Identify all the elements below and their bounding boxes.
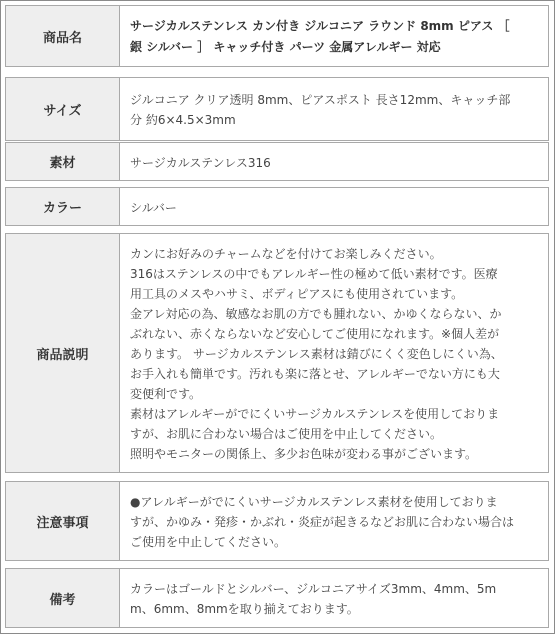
value-line: ご使用を中止してください。 — [130, 535, 287, 549]
label-product-name: 商品名 — [6, 6, 120, 66]
value-line: ぶれない、赤くならないなど安心してご使用になれます。※個人差が — [130, 327, 500, 341]
value-line: サージカルステンレス カン付き ジルコニア ラウンド 8mm ピアス ［ — [130, 19, 510, 33]
value-size — [120, 78, 548, 140]
value-line: ●アレルギーがでにくいサージカルステンレス素材を使用しておりま — [130, 495, 498, 509]
row-precautions — [5, 481, 549, 561]
value-line: 照明やモニターの関係上、多少お色味が変わる事がございます。 — [130, 447, 478, 461]
label-description: 商品説明 — [6, 234, 120, 472]
row-material — [5, 142, 549, 181]
value-line: 用工具のメスやハサミ、ボディピアスにも使用されています。 — [130, 287, 464, 301]
value-description — [120, 234, 548, 472]
value-product-name — [120, 6, 548, 66]
row-size — [5, 77, 549, 141]
value-line: カンにお好みのチャームなどを付けてお楽しみください。 — [130, 247, 442, 261]
value-line: シルバー — [130, 200, 177, 215]
label-material: 素材 — [6, 143, 120, 180]
row-color — [5, 187, 549, 226]
value-line: 銀 シルバー ］ キャッチ付き パーツ 金属アレルギー 対応 — [130, 40, 441, 54]
value-line: あります。 サージカルステンレス素材は錆びにくく変色しにくい為、 — [130, 347, 503, 361]
value-line: m、6mm、8mmを取り揃えております。 — [130, 602, 359, 616]
label-size: サイズ — [6, 78, 120, 140]
value-line: お手入れも簡単です。汚れも楽に落とせ、アレルギーでない方にも大 — [130, 367, 500, 381]
row-product-name — [5, 5, 549, 67]
value-line: 変便利です。 — [130, 387, 202, 401]
value-color — [120, 188, 548, 225]
value-line: 素材はアレルギーがでにくいサージカルステンレスを使用しておりま — [130, 407, 500, 421]
value-line: すが、かゆみ・発疹・かぶれ・炎症が起きるなどお肌に合わない場合は — [130, 515, 515, 529]
value-line: 分 約6×4.5×3mm — [130, 113, 236, 127]
value-line: ジルコニア クリア透明 8mm、ピアスポスト 長さ12mm、キャッチ部 — [130, 93, 511, 107]
value-notes — [120, 569, 548, 627]
value-line: カラーはゴールドとシルバー、ジルコニアサイズ3mm、4mm、5m — [130, 582, 497, 596]
value-precautions — [120, 482, 548, 560]
row-description — [5, 233, 549, 473]
value-line: すが、お肌に合わない場合はご使用を中止してください。 — [130, 427, 443, 441]
value-line: サージカルステンレス316 — [130, 155, 271, 170]
value-line: 金アレ対応の為、敏感なお肌の方でも腫れない、かゆくならない、か — [130, 307, 502, 321]
value-line: 316はステンレスの中でもアレルギー性の極めて低い素材です。医療 — [130, 267, 498, 281]
label-precautions: 注意事項 — [6, 482, 120, 560]
label-notes: 備考 — [6, 569, 120, 627]
row-notes — [5, 568, 549, 628]
value-material — [120, 143, 548, 180]
label-color: カラー — [6, 188, 120, 225]
